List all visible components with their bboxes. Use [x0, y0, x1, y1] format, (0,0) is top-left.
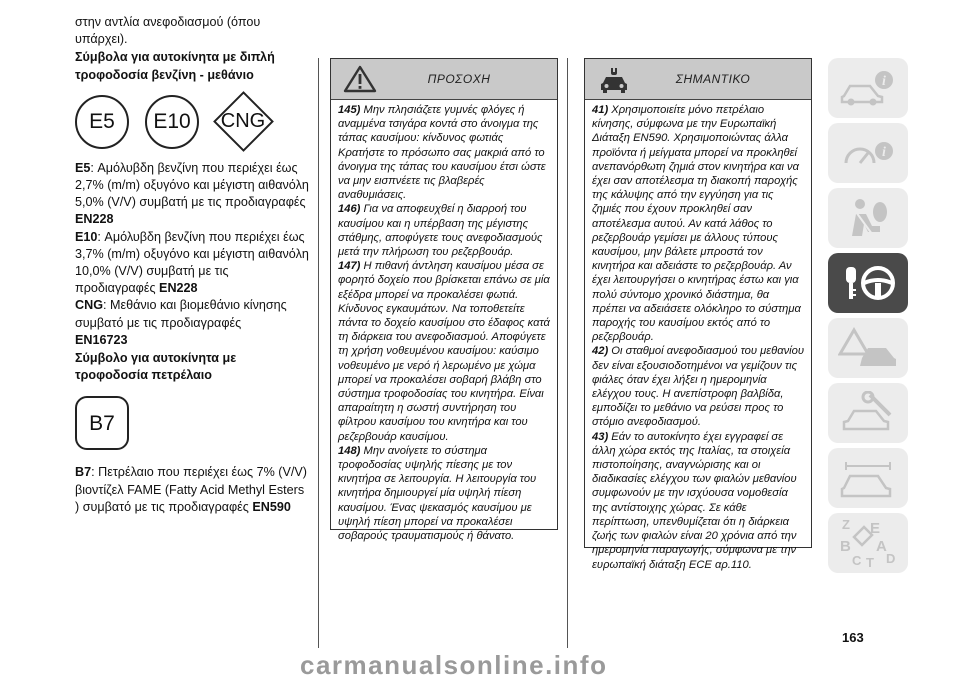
caution-item: 145) Μην πλησιάζετε γυμνές φλόγες ή αναμμένα τσιγάρα κοντά στο άνοιγμα της τάπας καυσίμου: κίνδυνος φωτιάς Κρατήστε το πρόσωπο σας μακριά από το άνοιγμα της τάπας του καυσίμου έτσι ώστε να μην εισπνέετε τις βλαβερές αναθυμιάσεις.: [338, 104, 546, 202]
cng-symbol-label: CNG: [220, 110, 266, 133]
watermark: carmanualsonline.info: [300, 650, 608, 680]
column-divider: [318, 58, 319, 648]
caution-item: 147) Η πιθανή άντληση καυσίμου μέσα σε φορητό δοχείο που βρίσκεται επάνω σε μία εξέδρα μπορεί να προκαλέσει φωτιά. Κίνδυνος εγκαυμάτων. Να τοποθετείτε πάντα το δοχείο καυσίμου στο έδαφος κατά τη διάρκεια του ανεφοδιασμού. Αποφύγετε τη χρήση νοθευμένου καυσίμου: καύσιμο νοθευμένο με νερό ή λερωμένο με χώμα μπορεί να προκαλέσει σοβαρή βλάβη στο σύστημα τροφοδοσίας του κινητήρα. Είναι απαραίτητη η σωστή συντήρηση του φίλτρου καυσίμου του κινητήρα και του ρεζερβουάρ καυσίμου.: [338, 260, 550, 443]
tab-starting-driving[interactable]: [828, 253, 908, 313]
cng-description: CNG: Μεθάνιο και βιομεθάνιο κίνησης συμβατό με τις προδιαγραφές EN16723: [75, 298, 287, 347]
note-header: [585, 59, 811, 100]
tab-dashboard[interactable]: [828, 123, 908, 183]
e10-fuel-symbol: E10: [145, 95, 199, 149]
e10-description: E10: Αμόλυβδη βενζίνη που περιέχει έως 3,7% (m/m) οξυγόνο και μέγιστη αιθανόλη 10,0% (V/V) συμβατή με τις προδιαγραφές EN228: [75, 229, 309, 296]
note-title: ΣΗΜΑΝΤΙΚΟ: [675, 72, 751, 86]
dual-fuel-heading: Σύμβολα για αυτοκίνητα με διπλή τροφοδοσία βενζίνη - μεθάνιο: [75, 50, 275, 82]
tab-emergency[interactable]: [828, 318, 908, 378]
note-box: [584, 58, 812, 571]
tab-safety[interactable]: [828, 188, 908, 248]
index-letter: E: [870, 520, 881, 537]
b7-description: B7: Πετρέλαιο που περιέχει έως 7% (V/V) βιοντίζελ FAME (Fatty Acid Methyl Esters ) συμβατό με τις προδιαγραφές EN590: [75, 465, 307, 514]
caution-item: 146) Για να αποφευχθεί η διαρροή του καυσίμου και η υπέρβαση της μέγιστης στάθμης, αποφύγετε τους ανεφοδιασμούς μετά την πλήρωση του ρεζερβουάρ.: [338, 203, 543, 259]
note-item: 43) Εάν το αυτοκίνητο έχει εγγραφεί σε άλλη χώρα εκτός της Ιταλίας, τα στοιχεία πιστοποίησης, αναγνώρισης και οι διαδικασίες ελέγχου των φιαλών μεθανίου συμφωνούν με την ισχύουσα νομοθεσία της αντίστοιχης χώρας. Σε κάθε περίπτωση, υπενθυμίζεται ότι η διάρκεια ζωής των φιαλών είναι 20 χρόνια από την ημερομηνία παραγωγής, σύμφωνα με την ευρωπαϊκή διάταξη ECE αρ.110.: [592, 430, 797, 571]
index-letters-icon: [836, 515, 900, 571]
tab-car-info[interactable]: [828, 58, 908, 118]
key-steering-wheel-icon: [836, 261, 900, 305]
caution-title: ΠΡΟΣΟΧΗ: [427, 72, 491, 86]
index-letter: Z: [842, 517, 850, 532]
dashboard-gauge-icon: [838, 133, 898, 173]
tab-maintenance[interactable]: [828, 383, 908, 443]
column-divider: [567, 58, 568, 648]
svg-text:i: i: [882, 145, 886, 160]
caution-header: [331, 59, 557, 100]
note-item: 41) Χρησιμοποιείτε μόνο πετρέλαιο κίνησης, σύμφωνα με την Ευρωπαϊκή Διάταξη EN590. Χρησιμοποιώντας άλλα προϊόντα ή μείγματα μπορεί να προκληθεί ανεπανόρθωτη ζημιά στον κινητήρα και να έχει σαν αποτέλεσμα τη διακοπή παροχής της κάλυψης από την εγγύηση για τις ζημιές που έχουν προκληθεί σαν αποτέλεσμα αυτού. Αν κατά λάθος το ρεζερβουάρ γεμίσει με άλλους τύπους καυσίμου, μην βάλετε μπροστά τον κινητήρα και αδειάστε το ρεζερβουάρ. Αν έχει λειτουργήσει ο κινητήρας έστω και για πολύ σύντομο χρονικό διάστημα, θα πρέπει να αδειάσετε ολόκληρο το σύστημα παροχής του καυσίμου εκτός από το ρεζερβουάρ.: [592, 104, 801, 344]
page-number: 163: [842, 630, 864, 645]
fuel-symbols-column: [75, 14, 310, 516]
note-item: 42) Οι σταθμοί ανεφοδιασμού του μεθανίου δεν είναι εξουσιοδοτημένοι να γεμίζουν τις φιάλες όταν έχει λήξει η ημερομηνία ελέγχου τους. Η ανεπίστροφη βαλβίδα, εμποδίζει το μεθάνιο να ρεύσει προς το στόμιο ανεφοδιασμού.: [592, 345, 805, 429]
index-letter: B: [840, 538, 851, 555]
car-info-icon: [838, 68, 898, 108]
caution-body: [331, 100, 557, 547]
dual-fuel-symbols: [75, 94, 310, 150]
intro-text: στην αντλία ανεφοδιασμού (όπου υπάρχει).: [75, 15, 261, 47]
svg-text:i: i: [882, 74, 886, 89]
caution-box: [330, 58, 558, 543]
diesel-heading: Σύμβολο για αυτοκίνητα με τροφοδοσία πετρέλαιο: [75, 351, 237, 383]
tab-technical-data[interactable]: [828, 448, 908, 508]
airbag-safety-icon: [838, 196, 898, 240]
warning-triangle-car-icon: [838, 326, 898, 370]
index-letter: T: [866, 555, 874, 570]
index-letter: A: [876, 538, 887, 555]
wrench-car-icon: [838, 391, 898, 435]
cng-fuel-symbol: [215, 94, 271, 150]
note-body: [585, 100, 811, 576]
e5-fuel-symbol: E5: [75, 95, 129, 149]
e5-description: E5: Αμόλυβδη βενζίνη που περιέχει έως 2,7% (m/m) οξυγόνο και μέγιστη αιθανόλη 5,0% (V/V) συμβατή με τις προδιαγραφές EN228: [75, 160, 309, 227]
tab-index[interactable]: [828, 513, 908, 573]
car-specs-icon: [838, 456, 898, 500]
index-letter: C: [852, 553, 862, 568]
caution-item: 148) Μην ανοίγετε το σύστημα τροφοδοσίας υψηλής πίεσης με τον κινητήρα σε λειτουργία. Η λειτουργία του κινητήρα δημιουργεί μία υψηλή πίεση καυσίμου. Ένας ψεκασμός καυσίμου με υψηλή πίεση μπορεί να προκαλέσει σοβαρούς τραυματισμούς ή θάνατο.: [338, 444, 537, 543]
b7-fuel-symbol: B7: [75, 396, 129, 450]
index-letter: D: [886, 551, 896, 566]
